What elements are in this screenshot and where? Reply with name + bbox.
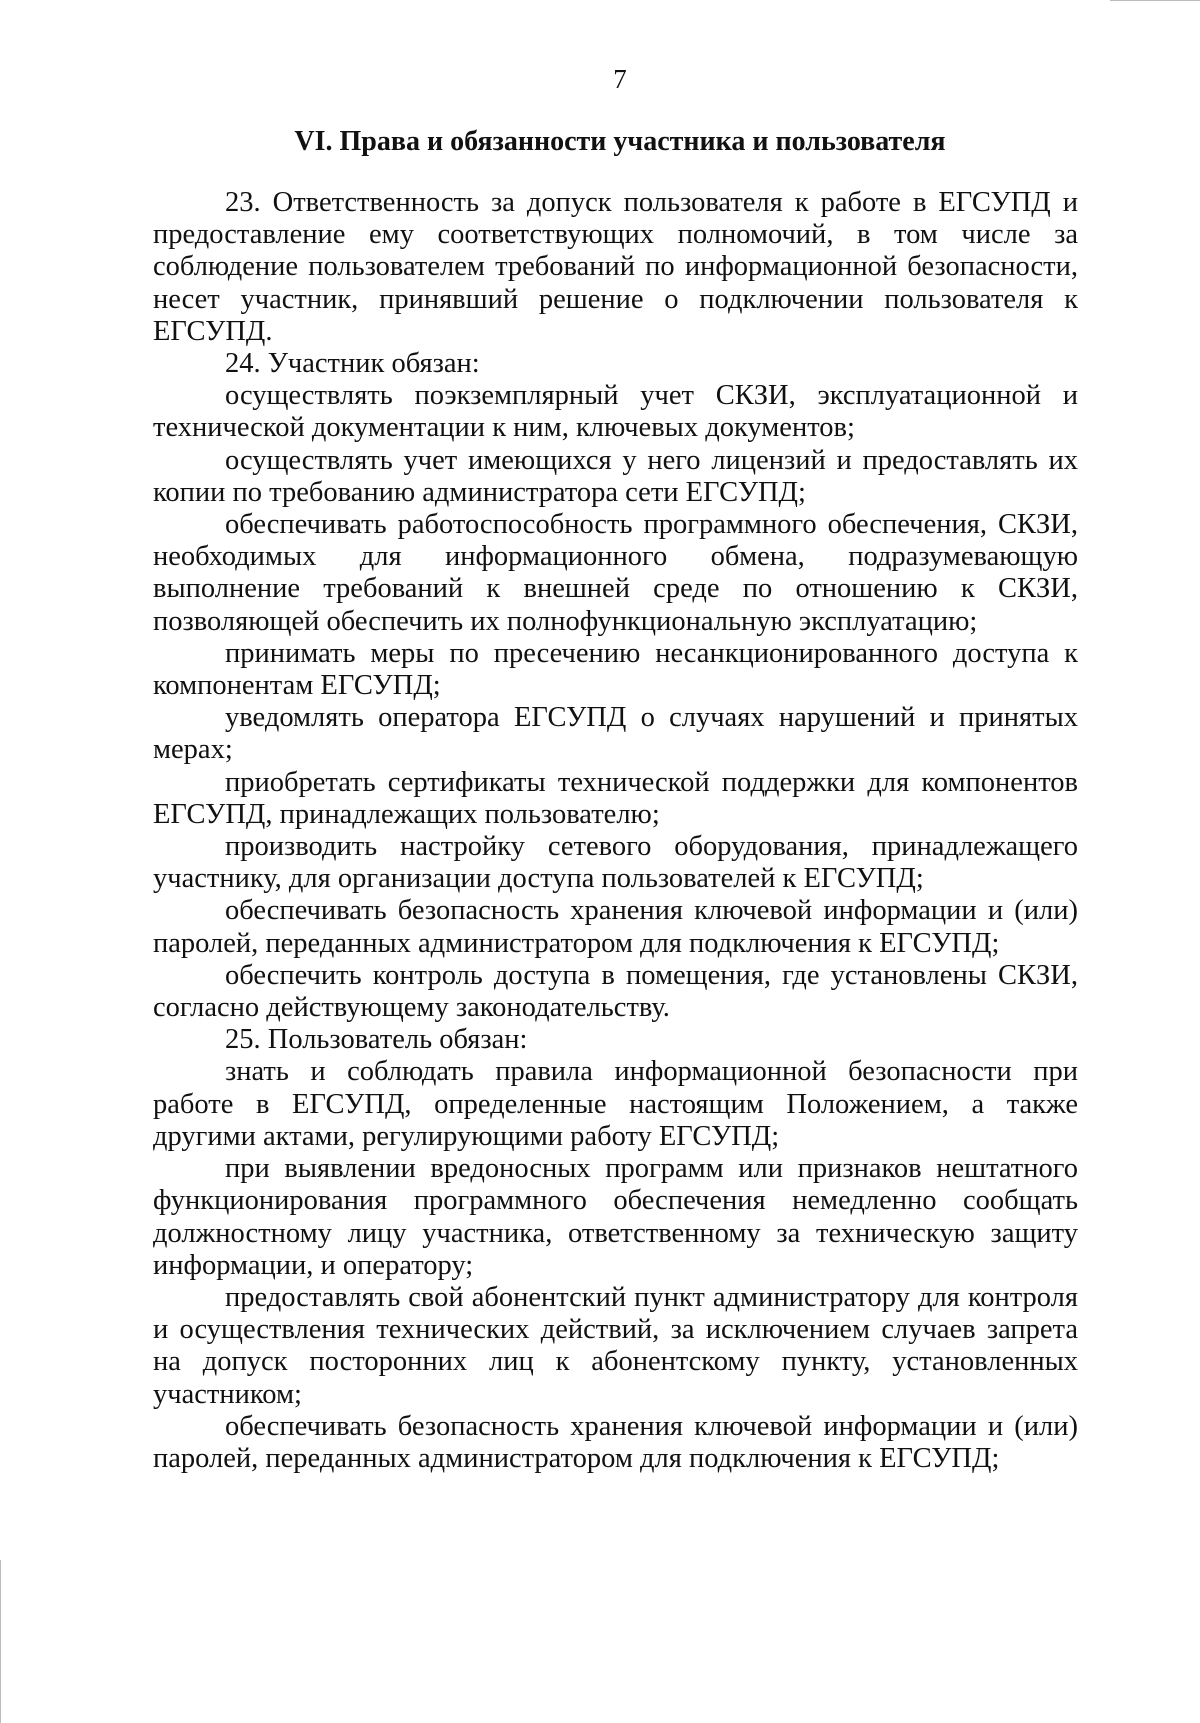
user-duty-provide-terminal: предоставлять свой абонентский пункт администратору для контроля и осуществления технических действий, за исключением случаев запрета на допуск посторонних лиц к абонентскому пункту, установленных участником; bbox=[153, 1281, 1078, 1410]
participant-duty-certificates: приобретать сертификаты технической поддержки для компонентов ЕГСУПД, принадлежащих пользователю; bbox=[153, 766, 1078, 830]
participant-duty-key-security: обеспечивать безопасность хранения ключевой информации и (или) паролей, переданных администратором для подключения к ЕГСУПД; bbox=[153, 895, 1078, 959]
participant-duty-operability: обеспечивать работоспособность программного обеспечения, СКЗИ, необходимых для информационного обмена, подразумевающую выполнение требований к внешней среде по отношению к СКЗИ, позволяющей обеспечить их полнофункциональную эксплуатацию; bbox=[153, 509, 1078, 637]
user-duty-key-security: обеспечивать безопасность хранения ключевой информации и (или) паролей, переданных администратором для подключения к ЕГСУПД; bbox=[153, 1410, 1078, 1474]
participant-duty-licenses: осуществлять учет имеющихся у него лицензий и предоставлять их копии по требованию администратора сети ЕГСУПД; bbox=[153, 444, 1078, 508]
document-body bbox=[153, 187, 1078, 1475]
clause-25-heading: 25. Пользователь обязан: bbox=[225, 1024, 528, 1056]
scan-edge-top bbox=[1110, 0, 1200, 1]
user-duty-malware-report: при выявлении вредоносных программ или признаков нештатного функционирования программного обеспечения немедленно сообщать должностному лицу участника, ответственному за техническую защиту информации, и оператору; bbox=[153, 1153, 1078, 1281]
participant-duty-room-access: обеспечить контроль доступа в помещения, где установлены СКЗИ, согласно действующему законодательству. bbox=[153, 959, 1078, 1024]
clause-24-heading: 24. Участник обязан: bbox=[225, 348, 480, 380]
participant-duty-network-setup: производить настройку сетевого оборудования, принадлежащего участнику, для организации доступа пользователей к ЕГСУПД; bbox=[153, 831, 1078, 895]
user-duty-security-rules: знать и соблюдать правила информационной безопасности при работе в ЕГСУПД, определенные настоящим Положением, а также другими актами, регулирующими работу ЕГСУПД; bbox=[153, 1056, 1078, 1152]
participant-duty-accounting: осуществлять поэкземплярный учет СКЗИ, эксплуатационной и технической документации к ним, ключевых документов; bbox=[153, 380, 1078, 444]
participant-duty-notify: уведомлять оператора ЕГСУПД о случаях нарушений и принятых мерах; bbox=[153, 702, 1078, 766]
scan-edge-left bbox=[0, 1560, 1, 1723]
section-title: VI. Права и обязанности участника и пользователя bbox=[294, 126, 946, 157]
participant-duty-access-prevention: принимать меры по пресечению несанкционированного доступа к компонентам ЕГСУПД; bbox=[153, 637, 1078, 702]
page-number: 7 bbox=[613, 64, 627, 94]
clause-23: 23. Ответственность за допуск пользователя к работе в ЕГСУПД и предоставление ему соответствующих полномочий, в том числе за соблюдение пользователем требований по информационной безопасности, несет участник, принявший решение о подключении пользователя к ЕГСУПД. bbox=[153, 187, 1078, 347]
